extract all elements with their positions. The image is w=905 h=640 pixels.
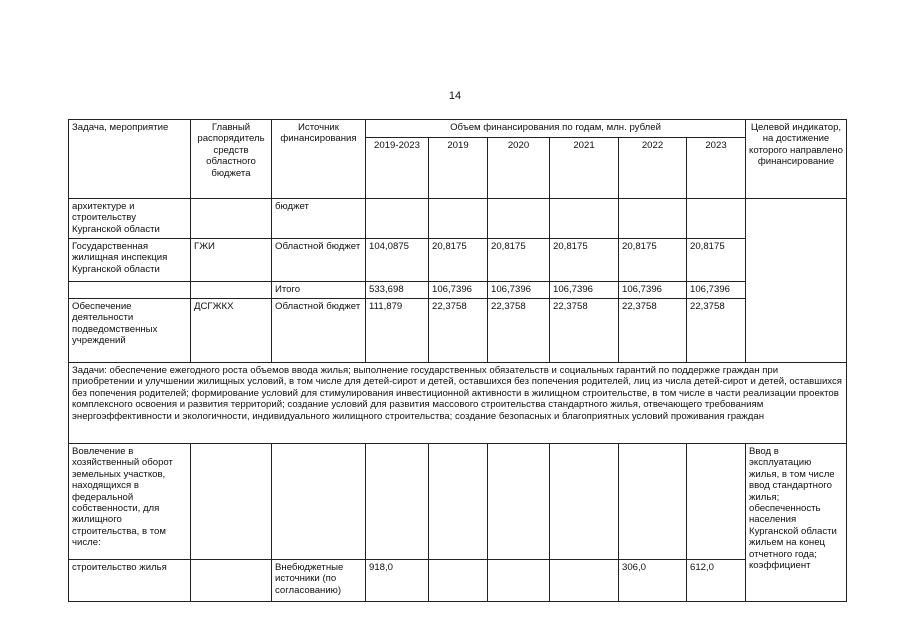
cell-task: архитектуре и строительству Курганской области bbox=[69, 199, 191, 239]
header-year: 2022 bbox=[619, 138, 687, 199]
cell-value: 20,8175 bbox=[687, 239, 746, 282]
cell-manager: ГЖИ bbox=[191, 239, 272, 282]
cell-manager bbox=[191, 199, 272, 239]
cell-source: бюджет bbox=[272, 199, 366, 239]
cell-source bbox=[272, 444, 366, 560]
cell-value: 918,0 bbox=[366, 560, 429, 602]
cell-task: Вовлечение в хозяйственный оборот земельных участков, находящихся в федеральной собственности, для жилищного строительства, в том числе: bbox=[69, 444, 191, 560]
cell-value: 306,0 bbox=[619, 560, 687, 602]
header-indicator: Целевой индикатор, на достижение которого направлено финансирование bbox=[746, 120, 847, 199]
cell-task bbox=[69, 282, 191, 299]
header-source: Источник финансирования bbox=[272, 120, 366, 199]
cell-value: 106,7396 bbox=[619, 282, 687, 299]
cell-value: 20,8175 bbox=[429, 239, 488, 282]
cell-value: 106,7396 bbox=[429, 282, 488, 299]
cell-value: 20,8175 bbox=[550, 239, 619, 282]
cell-value: 106,7396 bbox=[687, 282, 746, 299]
header-row bbox=[69, 120, 847, 138]
table-row-total bbox=[69, 282, 847, 299]
cell-task: строительство жилья bbox=[69, 560, 191, 602]
header-task: Задача, мероприятие bbox=[69, 120, 191, 199]
table-row bbox=[69, 199, 847, 239]
financing-table bbox=[68, 119, 847, 602]
cell-value bbox=[488, 444, 550, 560]
cell-value: 20,8175 bbox=[488, 239, 550, 282]
header-year: 2021 bbox=[550, 138, 619, 199]
cell-value: 106,7396 bbox=[488, 282, 550, 299]
header-volume: Объем финансирования по годам, млн. рублей bbox=[366, 120, 746, 138]
cell-value: 22,3758 bbox=[488, 299, 550, 363]
cell-value bbox=[687, 444, 746, 560]
table-row bbox=[69, 444, 847, 560]
cell-value bbox=[488, 560, 550, 602]
cell-value: 106,7396 bbox=[550, 282, 619, 299]
cell-source: Областной бюджет bbox=[272, 239, 366, 282]
cell-value bbox=[550, 199, 619, 239]
cell-value: 22,3758 bbox=[429, 299, 488, 363]
header-manager: Главный распорядитель средств областного бюджета bbox=[191, 120, 272, 199]
cell-value: 22,3758 bbox=[687, 299, 746, 363]
header-year: 2023 bbox=[687, 138, 746, 199]
cell-indicator-empty bbox=[746, 199, 847, 363]
cell-value: 612,0 bbox=[687, 560, 746, 602]
cell-value bbox=[687, 199, 746, 239]
cell-value: 20,8175 bbox=[619, 239, 687, 282]
task-description-row bbox=[69, 363, 847, 444]
page-number: 14 bbox=[448, 90, 462, 102]
cell-manager bbox=[191, 282, 272, 299]
cell-manager bbox=[191, 560, 272, 602]
cell-source: Областной бюджет bbox=[272, 299, 366, 363]
cell-task: Государственная жилищная инспекция Курганской области bbox=[69, 239, 191, 282]
cell-value bbox=[550, 444, 619, 560]
cell-value bbox=[429, 444, 488, 560]
table-row bbox=[69, 239, 847, 282]
cell-value bbox=[429, 560, 488, 602]
cell-value bbox=[429, 199, 488, 239]
cell-value bbox=[619, 199, 687, 239]
cell-source: Итого bbox=[272, 282, 366, 299]
cell-value bbox=[619, 444, 687, 560]
task-description: Задачи: обеспечение ежегодного роста объемов ввода жилья; выполнение государственных обязательств и социальных гарантий по поддержке граждан при приобретении и улучшении жилищных условий, в том числе для детей-сирот и детей, оставшихся без попечения родителей, лиц из числа детей-сирот и детей, оставшихся без попечения родителей; формирование условий для стимулирования инвестиционной активности в жилищном строительстве, в том числе в части реализации проектов комплексного освоения и развития территорий; создание условий для развития массового строительства стандартного жилья, отвечающего требованиям энергоэффективности и экологичности, индивидуального жилищного строительства; создание безопасных и благоприятных условий проживания граждан bbox=[69, 363, 847, 444]
cell-value: 111,879 bbox=[366, 299, 429, 363]
table-row bbox=[69, 299, 847, 363]
table-row bbox=[69, 560, 847, 602]
cell-value bbox=[366, 199, 429, 239]
cell-indicator: Ввод в эксплуатацию жилья, в том числе ввод стандартного жилья; обеспеченность населения Курганской области жильем на конец отчетного года; коэффициент bbox=[746, 444, 847, 602]
cell-source: Внебюджетные источники (по согласованию) bbox=[272, 560, 366, 602]
header-year: 2019 bbox=[429, 138, 488, 199]
cell-value: 22,3758 bbox=[619, 299, 687, 363]
cell-value: 533,698 bbox=[366, 282, 429, 299]
cell-value: 22,3758 bbox=[550, 299, 619, 363]
cell-manager: ДСГЖКХ bbox=[191, 299, 272, 363]
header-year: 2020 bbox=[488, 138, 550, 199]
header-year: 2019-2023 bbox=[366, 138, 429, 199]
cell-manager bbox=[191, 444, 272, 560]
cell-task: Обеспечение деятельности подведомственных учреждений bbox=[69, 299, 191, 363]
cell-value bbox=[488, 199, 550, 239]
cell-value bbox=[366, 444, 429, 560]
cell-value: 104,0875 bbox=[366, 239, 429, 282]
cell-value bbox=[550, 560, 619, 602]
